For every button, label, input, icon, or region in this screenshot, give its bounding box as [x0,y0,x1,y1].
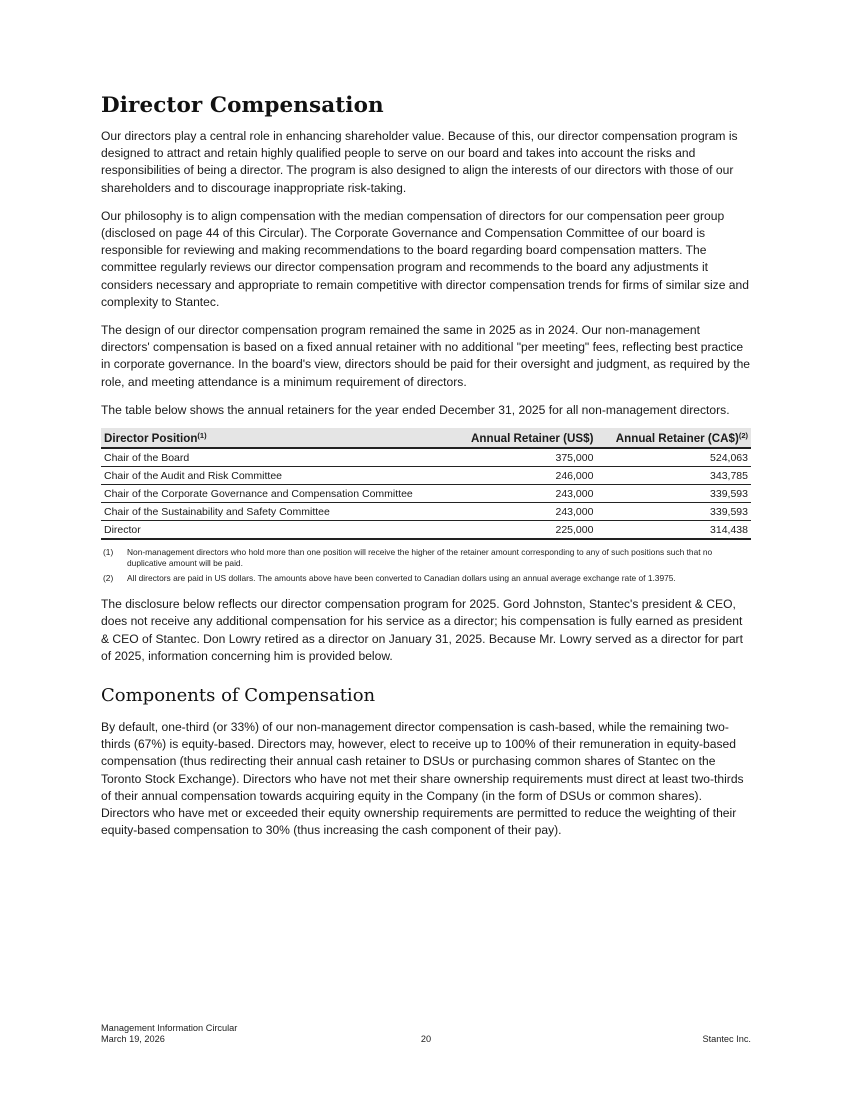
paragraph: By default, one-third (or 33%) of our non-management director compensation is cash-based, while the remaining two-thirds (67%) is equity-based. Directors may, however, elect to receive up to 100% of their remuneration in equity-based compensation (thus redirecting their annual cash retainer to DSUs or purchasing common shares of Stantec on the Toronto Stock Exchange). Directors who have not met their share ownership requirements must direct at least two-thirds of their annual compensation towards acquiring equity in the Company (in the form of DSUs or common shares). Directors who have met or exceeded their equity ownership requirements are permitted to reduce the weighting of their equity-based compensation to 30% (thus increasing the cash component of their pay). [101,720,744,838]
paragraph: The table below shows the annual retainers for the year ended December 31, 2025 for all non-management directors. [101,402,730,417]
table-row [101,485,751,503]
paragraph: The disclosure below reflects our director compensation program for 2025. Gord Johnston, Stantec's president & CEO, does not receive any additional compensation for his service as a director; his compensation is fully earned as president & CEO of Stantec. Don Lowry retired as a director on January 31, 2025. Because Mr. Lowry served as a director for part of 2025, information concerning him is provided below. [101,597,743,663]
footnote-number: (2) [103,572,114,583]
header-position: Director Position$^{(1)}$ [101,428,453,448]
main-content [101,93,751,851]
cell-cad: 343,785 [596,467,751,485]
section-subtitle: Components of Compensation [101,685,376,707]
footer-company: Stantec Inc. [702,1034,751,1044]
table-row [101,503,751,521]
cell-position: Director [101,521,453,540]
footnote-number: (1) [103,547,114,558]
cell-usd: 243,000 [453,485,597,503]
cell-cad: 339,593 [596,485,751,503]
table-row [101,448,751,467]
cell-usd: 243,000 [453,503,597,521]
paragraph: The design of our director compensation program remained the same in 2025 as in 2024. Our non-management directors' compensation is based on a fixed annual retainer with no additional "per meeting" fees, reflecting best practice in corporate governance. In the board's view, directors should be paid for their oversight and judgment, as required by the role, and meeting attendance is a minimum requirement of directors. [101,323,751,389]
cell-position: Chair of the Audit and Risk Committee [101,467,453,485]
cell-usd: 246,000 [453,467,597,485]
retainer-table [101,428,751,540]
paragraph: Our directors play a central role in enhancing shareholder value. Because of this, our director compensation program is designed to attract and retain highly qualified people to serve on our board and takes into account the risks and responsibilities of being a director. The program is also designed to align the interests of our directors with those of our shareholders and to discourage inappropriate risk-taking. [101,129,738,195]
cell-position: Chair of the Corporate Governance and Compensation Committee [101,485,453,503]
cell-cad: 339,593 [596,503,751,521]
footnote-text: Non-management directors who hold more than one position will receive the higher of the retainer amount corresponding to any of such positions such that no duplicative amount will be paid. [127,547,713,569]
table-header-row [101,428,751,448]
cell-usd: 375,000 [453,448,597,467]
page-number: 20 [420,1034,432,1044]
cell-position: Chair of the Sustainability and Safety Committee [101,503,453,521]
footnote [101,547,751,570]
header-usd: Annual Retainer (US$) [453,428,597,448]
paragraph: Our philosophy is to align compensation with the median compensation of directors for our compensation peer group (disclosed on page 44 of this Circular). The Corporate Governance and Compensation Committee of our board is responsible for reviewing and making recommendations to the board regarding board compensation matters. The committee regularly reviews our director compensation program and recommends to the board any adjustments it considers necessary and appropriate to remain competitive with director compensation trends for firms of similar size and complexity to Stantec. [101,208,749,309]
cell-usd: 225,000 [453,521,597,540]
table-row [101,521,751,540]
footer-doc-title: Management Information Circular [101,1023,238,1033]
header-cad: Annual Retainer (CA$)$^{(2)}$ [596,428,751,448]
table-row [101,467,751,485]
page-title: Director Compensation [101,93,384,118]
footer-date: March 19, 2026 [101,1034,165,1044]
cell-cad: 524,063 [596,448,751,467]
footnote [101,573,751,584]
cell-cad: 314,438 [596,521,751,540]
cell-position: Chair of the Board [101,448,453,467]
table-footnotes [101,547,751,584]
footnote-text: All directors are paid in US dollars. The amounts above have been converted to Canadian dollars using an annual average exchange rate of 1.3975. [127,572,676,583]
